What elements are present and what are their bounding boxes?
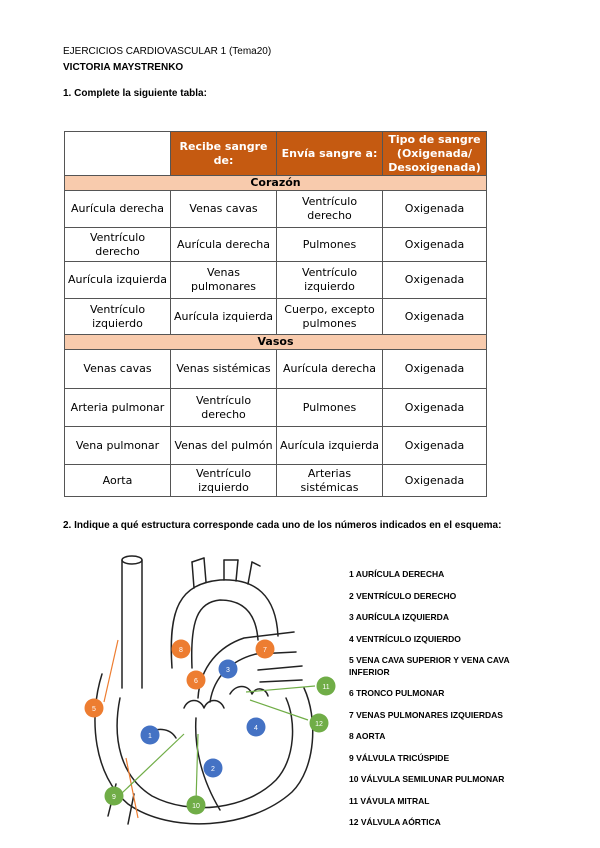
row-type: Oxigenada xyxy=(383,262,487,299)
header-receives: Recibe sangre de: xyxy=(171,132,277,176)
row-receives: Venas del pulmón xyxy=(171,427,277,465)
svg-text:7: 7 xyxy=(263,647,267,654)
table-row xyxy=(65,191,487,228)
row-sends: Aurícula derecha xyxy=(277,350,383,389)
marker-8 xyxy=(172,640,191,659)
svg-text:5: 5 xyxy=(92,706,96,713)
question-2: 2. Indique a qué estructura corresponde cada uno de los números indicados en el esquema: xyxy=(63,520,502,531)
aortic-branches xyxy=(192,558,252,588)
row-type: Oxigenada xyxy=(383,465,487,497)
table-row xyxy=(65,350,487,389)
svg-text:8: 8 xyxy=(179,647,183,654)
legend-item: 7 VENAS PULMONARES IZQUIERDAS xyxy=(349,709,503,720)
table-row xyxy=(65,228,487,262)
row-receives: Ventrículo derecho xyxy=(171,389,277,427)
aortic-arch-inner xyxy=(192,600,258,668)
svg-text:10: 10 xyxy=(192,803,200,810)
header-sends: Envía sangre a: xyxy=(277,132,383,176)
heart-diagram xyxy=(80,548,342,838)
marker-1 xyxy=(141,726,160,745)
row-type: Oxigenada xyxy=(383,389,487,427)
legend-item: 9 VÁLVULA TRICÚSPIDE xyxy=(349,752,450,763)
row-type: Oxigenada xyxy=(383,427,487,465)
diagram-legend xyxy=(349,564,549,834)
row-receives: Aurícula derecha xyxy=(171,228,277,262)
row-type: Oxigenada xyxy=(383,299,487,335)
heart-body-inner xyxy=(117,698,292,808)
marker-2 xyxy=(204,759,223,778)
marker-3 xyxy=(219,660,238,679)
row-name: Aurícula derecha xyxy=(65,191,171,228)
legend-item: 2 VENTRÍCULO DERECHO xyxy=(349,590,457,601)
legend-item: 1 AURÍCULA DERECHA xyxy=(349,569,445,579)
row-type: Oxigenada xyxy=(383,350,487,389)
row-receives: Ventrículo izquierdo xyxy=(171,465,277,497)
marker-12 xyxy=(310,714,329,733)
section-vessels: Vasos xyxy=(65,335,487,350)
svg-text:4: 4 xyxy=(254,725,258,732)
svg-text:12: 12 xyxy=(315,721,323,728)
marker-7 xyxy=(256,640,275,659)
row-receives: Venas pulmonares xyxy=(171,262,277,299)
table-corner xyxy=(65,132,171,176)
svg-text:3: 3 xyxy=(226,667,230,674)
row-receives: Venas cavas xyxy=(171,191,277,228)
row-receives: Venas sistémicas xyxy=(171,350,277,389)
question-1: 1. Complete la siguiente tabla: xyxy=(63,88,207,99)
table-row xyxy=(65,427,487,465)
legend-item: 10 VÁLVULA SEMILUNAR PULMONAR xyxy=(349,774,505,784)
legend-item: 5 VENA CAVA SUPERIOR Y VENA CAVA INFERIOR xyxy=(349,655,510,677)
row-sends: Ventrículo izquierdo xyxy=(277,262,383,299)
row-name: Aurícula izquierda xyxy=(65,262,171,299)
heart-outline xyxy=(95,556,313,824)
semilunar-valve-shape xyxy=(184,701,224,709)
blood-flow-table xyxy=(64,131,487,497)
document-title: EJERCICIOS CARDIOVASCULAR 1 (Tema20) xyxy=(63,46,272,57)
row-name: Aorta xyxy=(65,465,171,497)
row-type: Oxigenada xyxy=(383,191,487,228)
row-name: Vena pulmonar xyxy=(65,427,171,465)
table-row xyxy=(65,465,487,497)
marker-6 xyxy=(187,671,206,690)
marker-5 xyxy=(85,699,104,718)
row-name: Ventrículo izquierdo xyxy=(65,299,171,335)
legend-item: 6 TRONCO PULMONAR xyxy=(349,688,445,698)
legend-item: 4 VENTRÍCULO IZQUIERDO xyxy=(349,633,461,644)
branch-caps xyxy=(192,558,260,566)
row-receives: Aurícula izquierda xyxy=(171,299,277,335)
svg-text:9: 9 xyxy=(112,794,116,801)
marker-11 xyxy=(317,677,336,696)
svg-text:11: 11 xyxy=(322,684,330,691)
svg-text:6: 6 xyxy=(194,678,198,685)
svg-text:1: 1 xyxy=(148,733,152,740)
author-name: VICTORIA MAYSTRENKO xyxy=(63,62,184,73)
marker-9 xyxy=(105,787,124,806)
row-sends: Pulmones xyxy=(277,389,383,427)
table-row xyxy=(65,299,487,335)
header-blood-type: Tipo de sangre (Oxigenada/ Desoxigenada) xyxy=(383,132,487,176)
pulmonary-veins-shape xyxy=(258,666,302,682)
marker-10 xyxy=(187,796,206,815)
legend-item: 3 AURÍCULA IZQUIERDA xyxy=(349,612,449,622)
legend-item: 8 AORTA xyxy=(349,731,386,741)
table-row xyxy=(65,389,487,427)
legend-item: 12 VÁLVULA AÓRTICA xyxy=(349,817,441,827)
row-name: Ventrículo derecho xyxy=(65,228,171,262)
vena-cava-top-shape xyxy=(122,556,142,564)
row-name: Venas cavas xyxy=(65,350,171,389)
row-sends: Cuerpo, excepto pulmones xyxy=(277,299,383,335)
table-row xyxy=(65,262,487,299)
legend-item: 11 VÁVULA MITRAL xyxy=(349,795,430,806)
leader-line-12 xyxy=(250,700,308,720)
row-sends: Ventrículo derecho xyxy=(277,191,383,228)
row-sends: Pulmones xyxy=(277,228,383,262)
row-name: Arteria pulmonar xyxy=(65,389,171,427)
svg-text:2: 2 xyxy=(211,766,215,773)
row-sends: Arterias sistémicas xyxy=(277,465,383,497)
vena-cava-superior-shape xyxy=(122,560,142,688)
row-sends: Aurícula izquierda xyxy=(277,427,383,465)
row-type: Oxigenada xyxy=(383,228,487,262)
section-heart: Corazón xyxy=(65,176,487,191)
marker-4 xyxy=(247,718,266,737)
